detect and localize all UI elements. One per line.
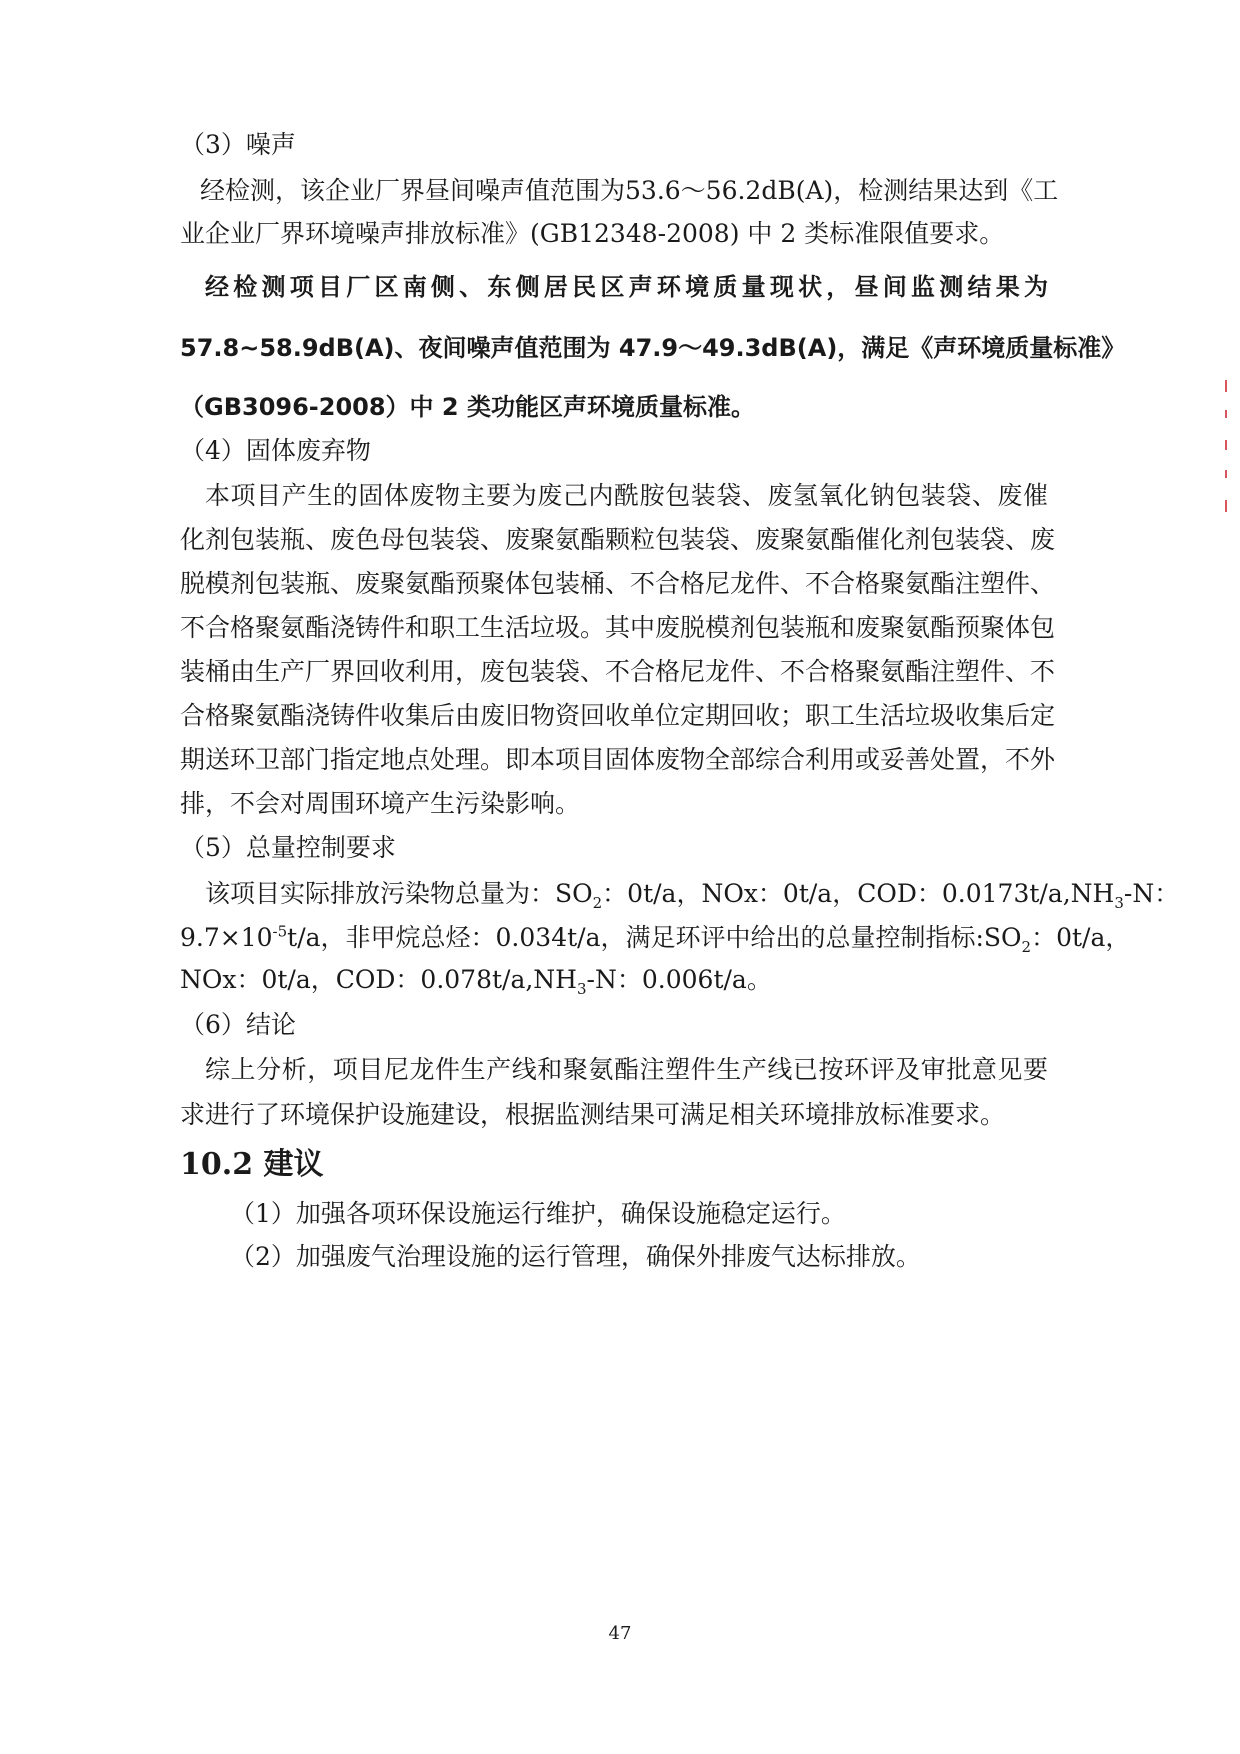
section-title-suggestions: 10.2 建议	[180, 1147, 324, 1182]
solid-waste-heading: （4）固体废弃物	[180, 436, 371, 465]
total-control-line-1: 该项目实际排放污染物总量为：$SO_2$：0t/a，NOx：0t/a，COD：$0.0173t/a,NH_3-N$：	[205, 879, 1180, 912]
conclusion-line-2: 求进行了环境保护设施建设，根据监测结果可满足相关环境排放标准要求。	[180, 1100, 1006, 1129]
page-number: 47	[608, 1623, 632, 1644]
suggestion-item-2: （2）加强废气治理设施的运行管理，确保外排废气达标排放。	[230, 1242, 921, 1271]
suggestion-item-1: （1）加强各项环保设施运行维护，确保设施稳定运行。	[230, 1199, 846, 1228]
solid-waste-line-7: 期送环卫部门指定地点处理。即本项目固体废物全部综合利用或妥善处置，不外	[180, 745, 1056, 774]
solid-waste-line-5: 装桶由生产厂界回收利用，废包装袋、不合格尼龙件、不合格聚氨酯注塑件、不	[180, 657, 1056, 686]
noise-bold-line-3: （GB3096-2008）中 2 类功能区声环境质量标准。	[180, 393, 755, 421]
solid-waste-line-2: 化剂包装瓶、废色母包装袋、废聚氨酯颗粒包装袋、废聚氨酯催化剂包装袋、废	[180, 525, 1056, 554]
solid-waste-line-6: 合格聚氨酯浇铸件收集后由废旧物资回收单位定期回收；职工生活垃圾收集后定	[180, 701, 1056, 730]
conclusion-line-1: 综上分析，项目尼龙件生产线和聚氨酯注塑件生产线已按环评及审批意见要	[205, 1055, 1048, 1084]
total-control-heading: （5）总量控制要求	[180, 833, 396, 862]
noise-line-1: 经检测，该企业厂界昼间噪声值范围为53.6～56.2dB(A)，检测结果达到《工	[200, 176, 1059, 205]
margin-mark	[1225, 410, 1227, 418]
noise-line-2: 业企业厂界环境噪声排放标准》(GB12348-2008) 中 2 类标准限值要求。	[180, 219, 1005, 248]
margin-mark	[1225, 380, 1227, 392]
solid-waste-line-1: 本项目产生的固体废物主要为废己内酰胺包装袋、废氢氧化钠包装袋、废催	[205, 481, 1048, 510]
total-control-line-3: NOx：0t/a，COD：$0.078t/a,NH_3-N$：0.006t/a。	[180, 965, 772, 998]
total-control-line-2: $9.7\times 10^{-5}t/a$，非甲烷总烃：0.034t/a，满足环评中给出的总量控制指标$:SO_2$：0t/a，	[180, 922, 1131, 956]
noise-heading: （3）噪声	[180, 130, 296, 159]
solid-waste-line-8: 排，不会对周围环境产生污染影响。	[180, 789, 581, 818]
solid-waste-line-3: 脱模剂包装瓶、废聚氨酯预聚体包装桶、不合格尼龙件、不合格聚氨酯注塑件、	[180, 569, 1056, 598]
solid-waste-line-4: 不合格聚氨酯浇铸件和职工生活垃圾。其中废脱模剂包装瓶和废聚氨酯预聚体包	[180, 613, 1056, 642]
margin-mark	[1225, 500, 1227, 512]
noise-bold-line-2: 57.8~58.9dB(A)、夜间噪声值范围为 47.9～49.3dB(A)，满足《声环境质量标准》	[180, 334, 1126, 362]
margin-mark	[1225, 440, 1227, 450]
conclusion-heading: （6）结论	[180, 1010, 296, 1039]
noise-bold-line-1: 经检测项目厂区南侧、东侧居民区声环境质量现状，昼间监测结果为	[205, 273, 1048, 301]
margin-mark	[1225, 470, 1227, 478]
